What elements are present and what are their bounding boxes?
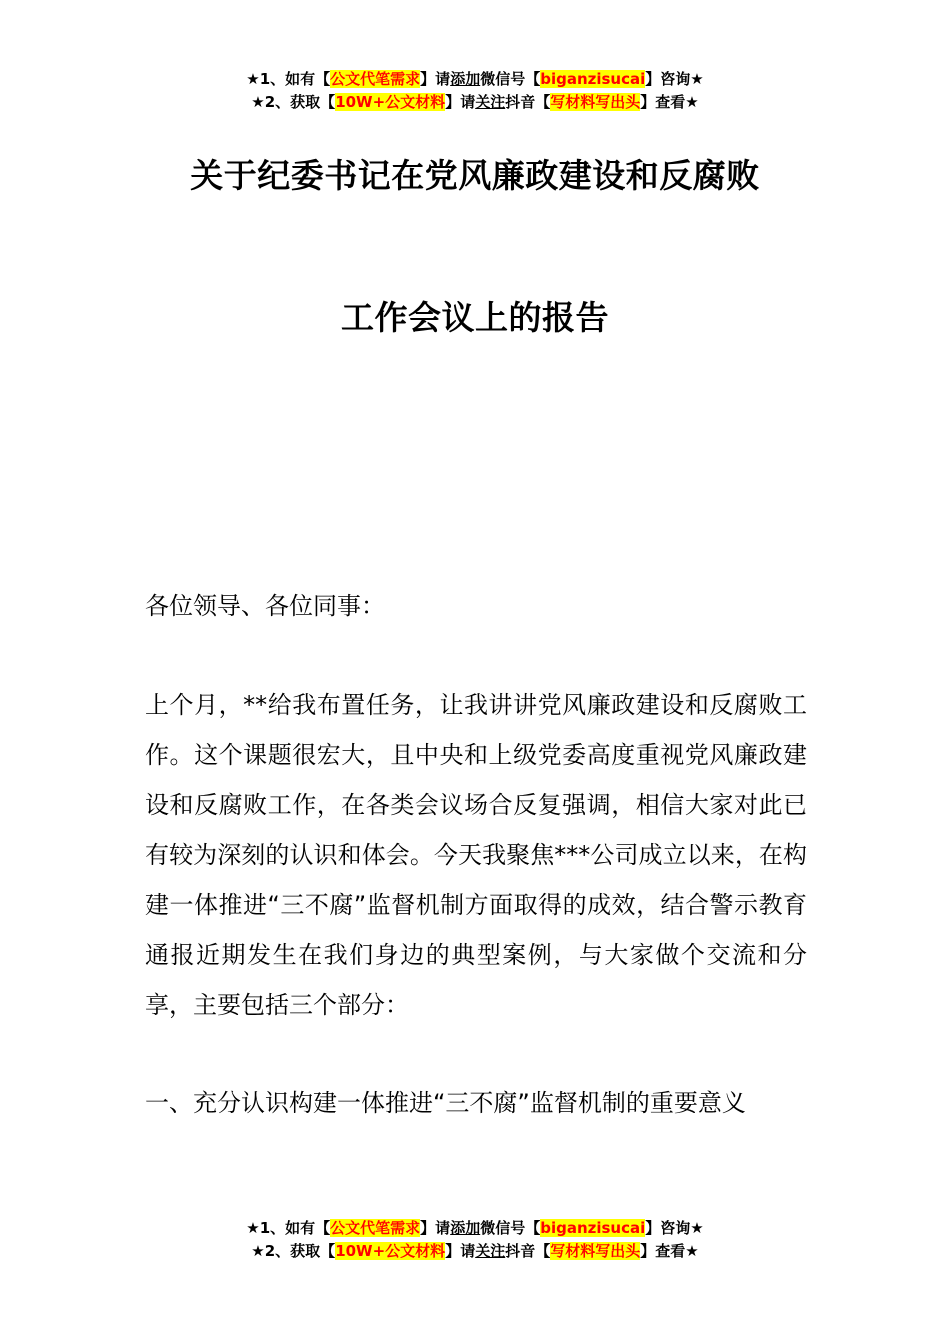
body-paragraph: 上个月，**给我布置任务，让我讲讲党风廉政建设和反腐败工作。这个课题很宏大，且中央和上级党委高度重视党风廉政建设和反腐败工作，在各类会议场合反复强调，相信大家对此已有较为深刻的认识和体会。今天我聚焦***公司成立以来，在构建一体推进“三不腐”监督机制方面取得的成效，结合警示教育通报近期发生在我们身边的典型案例，与大家做个交流和分享，主要包括三个部分：: [145, 691, 807, 1019]
section-heading: 一、充分认识构建一体推进“三不腐”监督机制的重要意义: [145, 1089, 746, 1117]
salutation: 各位领导、各位同事：: [145, 592, 385, 620]
banner-text: ★2、获取【: [251, 1242, 336, 1260]
banner-line-1: [0, 68, 950, 91]
banner-text: 微信号【: [480, 1219, 541, 1237]
banner-text: 】请: [445, 1242, 476, 1260]
banner-text: ★1、如有【: [246, 70, 331, 88]
document-title-line-2: 工作会议上的报告: [341, 298, 609, 337]
banner-text: 】查看★: [640, 1242, 699, 1260]
banner-wechat-id: biganzisucai: [540, 70, 646, 88]
banner-text: 】咨询★: [645, 1219, 704, 1237]
banner-emphasis: 关注: [475, 93, 506, 111]
banner-text: 抖音【: [505, 93, 551, 111]
banner-text: ★2、获取【: [251, 93, 336, 111]
document-title-line-1: 关于纪委书记在党风廉政建设和反腐败: [190, 156, 760, 195]
footer-banner: [0, 1217, 950, 1263]
banner-text: 微信号【: [480, 70, 541, 88]
banner-emphasis: 关注: [475, 1242, 506, 1260]
banner-wechat-id: biganzisucai: [540, 1219, 646, 1237]
banner-text: 】请: [420, 1219, 451, 1237]
banner-line-2: [0, 91, 950, 114]
banner-douyin-id: 写材料写出头: [550, 93, 641, 111]
header-banner: [0, 68, 950, 114]
banner-highlight: 公文代笔需求: [330, 70, 421, 88]
banner-emphasis: 添加: [450, 70, 481, 88]
banner-line-1: [0, 1217, 950, 1240]
banner-highlight: 公文代笔需求: [330, 1219, 421, 1237]
banner-emphasis: 添加: [450, 1219, 481, 1237]
banner-text: 】请: [445, 93, 476, 111]
banner-text: 】查看★: [640, 93, 699, 111]
banner-text: ★1、如有【: [246, 1219, 331, 1237]
banner-line-2: [0, 1240, 950, 1263]
banner-highlight: 10W+公文材料: [335, 93, 446, 111]
banner-text: 】请: [420, 70, 451, 88]
banner-text: 抖音【: [505, 1242, 551, 1260]
banner-highlight: 10W+公文材料: [335, 1242, 446, 1260]
banner-douyin-id: 写材料写出头: [550, 1242, 641, 1260]
banner-text: 】咨询★: [645, 70, 704, 88]
